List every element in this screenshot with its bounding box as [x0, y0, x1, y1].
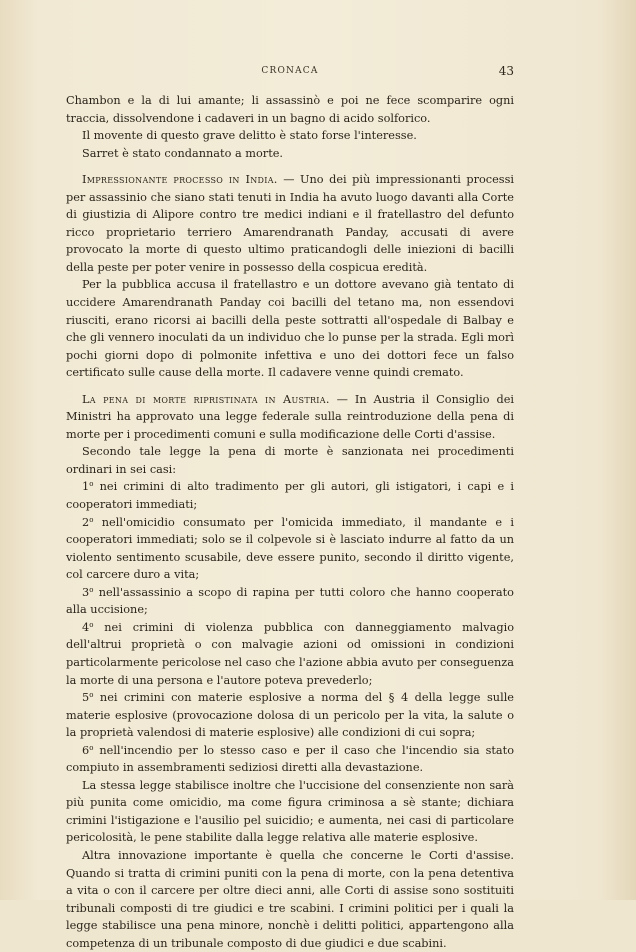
case-text: nei crimini di violenza pubblica con danneggiamento malvagio dell'altrui proprietà o con malvagie azioni od omissioni in condizioni particolarmente pericolose nel caso che l'azione abbia avuto per conseguenza la morte di una persona e l'autore poteva prevederlo;: [66, 620, 514, 687]
case-number: 5: [82, 691, 90, 705]
article-heading-austria: La pena di morte ripristinata in Austria.: [82, 392, 330, 406]
case-ordinal: o: [89, 480, 94, 489]
body-text: [66, 92, 514, 952]
case-number: 1: [82, 480, 90, 494]
case-ordinal: o: [89, 743, 94, 752]
case-item: [66, 619, 514, 689]
paragraph-secondo: Secondo tale legge la pena di morte è sanzionata nei procedimenti ordinari in sei casi:: [66, 445, 514, 476]
case-text: nell'omicidio consumato per l'omicida immediato, il mandante e i cooperatori immediati; solo se il colpevole si è lasciato indurre al fatto da un violento sentimento scusabile, deve essere punito, secondo il diritto vigente, col carcere duro a vita;: [66, 515, 514, 582]
article-text-austria: — In Austria il Consiglio dei Ministri ha approvato una legge federale sulla reintroduzione della pena di morte per i procedimenti comuni e sulla modificazione delle Corti d'assise.: [66, 392, 514, 441]
case-number: 4: [82, 620, 90, 634]
paragraph-stessa-legge: La stessa legge stabilisce inoltre che l'uccisione del consenziente non sarà più punita come omicidio, ma come figura criminosa a sè stante; dichiara crimini l'istigazione e l'ausilio pel suicidio; e aumenta, nei casi di particolare pericolosità, le pene stabilite dalla legge relativa alle materie esplosive.: [66, 778, 514, 845]
paragraph-chambon: Chambon e la di lui amante; li assassinò e poi ne fece scomparire ogni traccia, dissolvendone i cadaveri in un bagno di acido solforico.: [66, 94, 514, 125]
paragraph-accusa: Per la pubblica accusa il fratellastro e un dottore avevano già tentato di uccidere Amarendranath Panday coi bacilli del tetano ma, non essendovi riusciti, erano ricorsi ai bacilli della peste sottratti all'ospedale di Balbay e che gli vennero inoculati da un individuo che lo punse per la strada. Egli morì pochi giorni dopo di polmonite infettiva e uno dei dottori fece un falso certificato sulle cause della morte. Il cadavere venne quindi cremato.: [66, 278, 514, 380]
case-item: [66, 742, 514, 777]
case-text: nei crimini con materie esplosive a norma del § 4 della legge sulle materie esplosive (provocazione dolosa di un pericolo per la vita, la salute o la proprietà valendosi di materie esplosive) alle condizioni di cui sopra;: [66, 691, 514, 740]
running-head: [66, 66, 514, 82]
case-item: [66, 689, 514, 742]
case-text: nei crimini di alto tradimento per gli autori, gli istigatori, i capi e i cooperatori immediati;: [66, 480, 514, 512]
case-ordinal: o: [89, 691, 94, 700]
case-item: [66, 514, 514, 584]
case-ordinal: o: [89, 585, 94, 594]
case-ordinal: o: [89, 620, 94, 629]
case-text: nell'assassinio a scopo di rapina per tutti coloro che hanno cooperato alla uccisione;: [66, 585, 514, 617]
section-title: CRONACA: [261, 66, 319, 76]
case-number: 6: [82, 743, 90, 757]
article-heading-india: Impressionante processo in India.: [82, 173, 278, 187]
article-text-india: — Uno dei più impressionanti processi per assassinio che siano stati tenuti in India ha avuto luogo davanti alla Corte di giustizia di Alipore contro tre medici indiani e il fratellastro del defunto ricco proprietario terriero Amarendranath Panday, accusati di avere provocato la morte di questo ultimo praticandogli delle iniezioni di bacilli della peste per poter venire in possesso della cospicua eredità.: [66, 173, 515, 274]
case-item: [66, 478, 514, 513]
article-austria: [66, 391, 514, 444]
paragraph-innovazione: Altra innovazione importante è quella che concerne le Corti d'assise. Quando si tratta di crimini puniti con la pena di morte, con la pena detentiva a vita o con il carcere per oltre dieci anni, alle Corti di assise sono sostituiti tribunali composti di tre giudici e tre scabini. I crimini politici per i quali la legge stabilisce una pena minore, nonchè i delitti politici, appartengono alla competenza di un tribunale composto di due giudici e due scabini.: [66, 848, 514, 950]
page-number: 43: [498, 64, 514, 78]
case-number: 3: [82, 585, 90, 599]
paragraph-movente: Il movente di questo grave delitto è stato forse l'interesse.: [82, 129, 417, 143]
article-india: [66, 171, 514, 276]
case-number: 2: [82, 515, 90, 529]
case-item: [66, 584, 514, 619]
case-ordinal: o: [89, 515, 94, 524]
paragraph-sarret: Sarret è stato condannato a morte.: [82, 146, 284, 160]
case-text: nell'incendio per lo stesso caso e per il caso che l'incendio sia stato compiuto in assembramenti sediziosi diretti alla devastazione.: [66, 743, 514, 775]
